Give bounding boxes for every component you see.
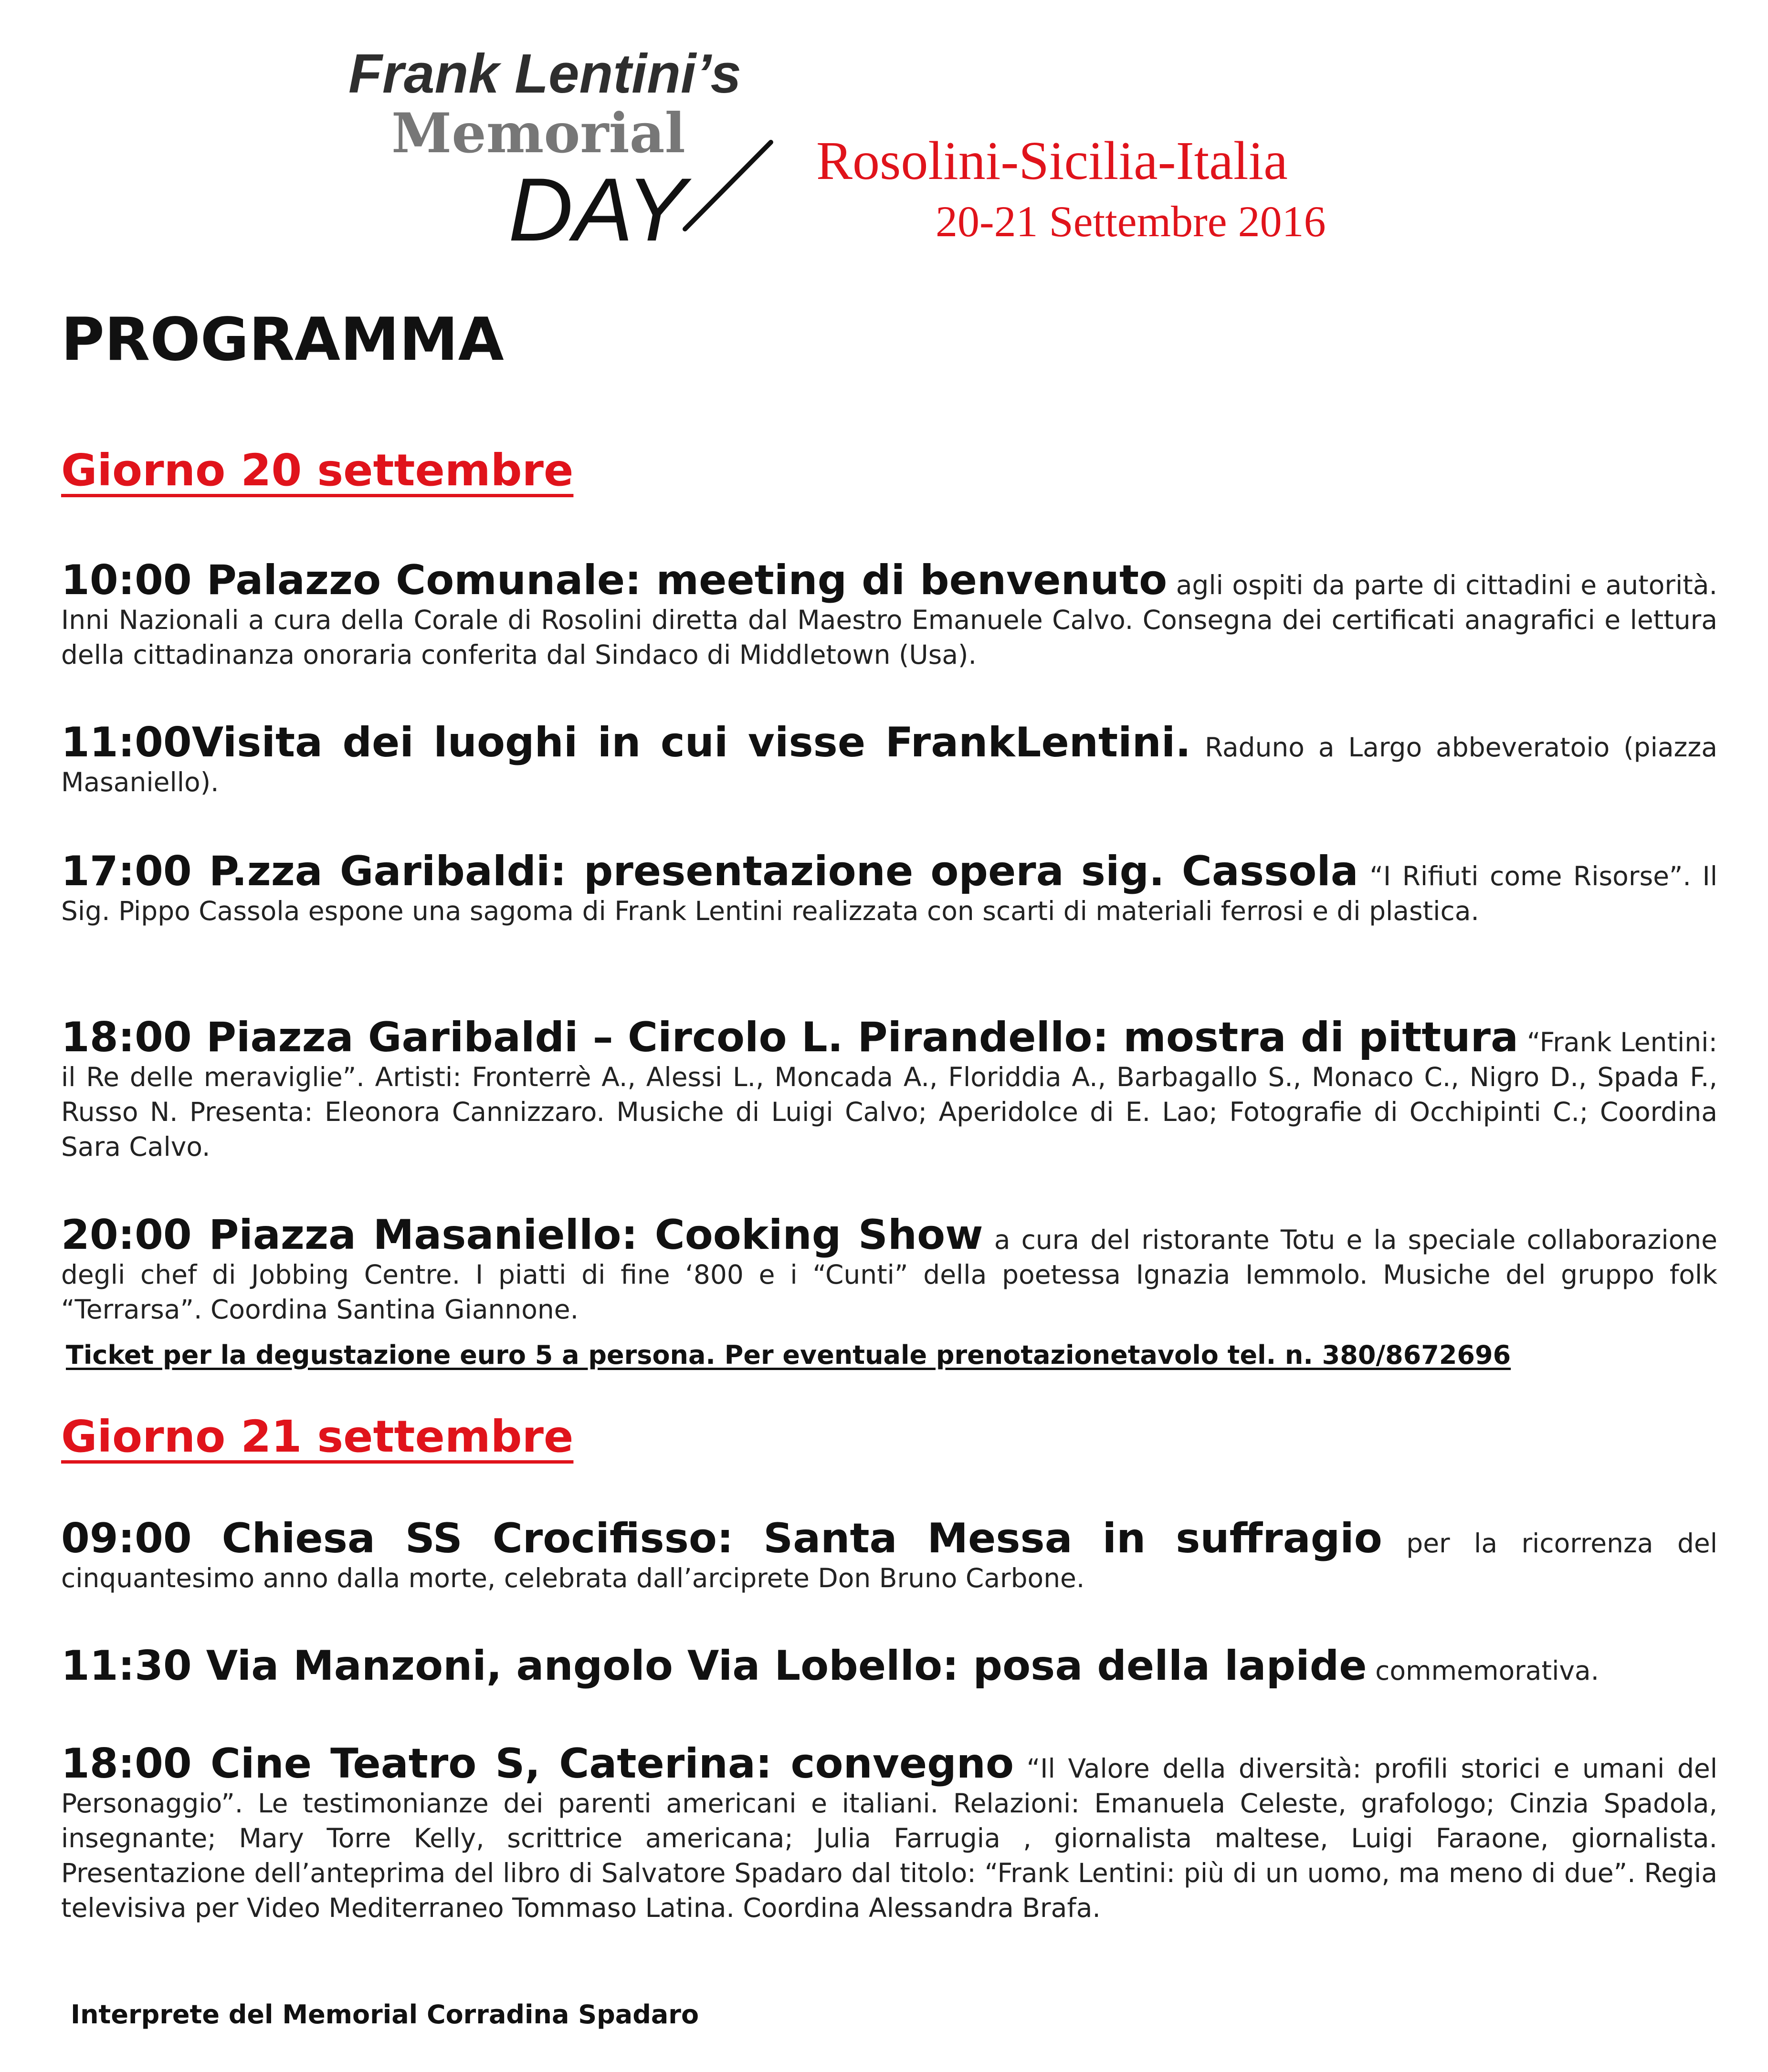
- page-title: PROGRAMMA: [61, 305, 504, 374]
- program-item-description: “Il Valore della diversità: profili storici e umani del Personaggio”. Le testimonianze dei parenti americani e italiani. Relazioni: Emanuela Celeste, grafologo; Cinzia Spadola, insegnante; Mary Torre Kelly, scrittrice americana; Julia Farrugia , giornalista maltese, Luigi Faraone, giornalista. Presentazione dell’anteprima del libro di Salvatore Spadaro dal titolo: “Frank Lentini: più di un uomo, ma meno di due”. Regia televisiva per Video Mediterraneo Tommaso Latina. Coordina Alessandra Brafa.: [61, 1753, 1717, 1923]
- program-item: [61, 1211, 1717, 1327]
- program-item-title: 09:00 Chiesa SS Crocifisso: Santa Messa in suffragio: [61, 1515, 1382, 1562]
- program-item-description: per la ricorrenza del cinquantesimo anno dalla morte, celebrata dall’arciprete Don Bruno Carbone.: [61, 1528, 1717, 1593]
- ticket-info: Ticket per la degustazione euro 5 a persona. Per eventuale prenotazionetavolo tel. n. 380/8672696: [66, 1340, 1511, 1370]
- logo-title-line2: Memorial: [391, 101, 685, 165]
- program-item: [61, 1642, 1717, 1690]
- program-item-description: a cura del ristorante Totu e la speciale collaborazione degli chef di Jobbing Centre. I piatti di fine ‘800 e i “Cunti” della poetessa Ignazia Iemmolo. Musiche del gruppo folk “Terrarsa”. Coordina Santina Giannone.: [61, 1224, 1717, 1325]
- event-dates: 20-21 Settembre 2016: [936, 197, 1326, 246]
- program-item: [61, 1740, 1717, 1925]
- program-item-description: commemorativa.: [1367, 1655, 1600, 1686]
- program-item-description: Raduno a Largo abbeveratoio (piazza Masaniello).: [61, 732, 1718, 797]
- program-item-title: 18:00 Piazza Garibaldi – Circolo L. Pirandello: mostra di pittura: [61, 1014, 1519, 1061]
- day-heading-21: Giorno 21 settembre: [61, 1411, 574, 1462]
- interpreter-credit: Interprete del Memorial Corradina Spadaro: [71, 1999, 699, 2030]
- program-item-title: 17:00 P.zza Garibaldi: presentazione opera sig. Cassola: [61, 848, 1358, 895]
- event-location: Rosolini-Sicilia-Italia: [816, 130, 1288, 191]
- program-item: [61, 848, 1717, 929]
- program-item: [61, 556, 1717, 672]
- program-item-title: 10:00 Palazzo Comunale: meeting di benvenuto: [61, 556, 1168, 604]
- program-item-description: “Frank Lentini: il Re delle meraviglie”. Artisti: Fronterrè A., Alessi L., Moncada A., Floriddia A., Barbagallo S., Monaco C., Nigro D., Spada F., Russo N. Presenta: Eleonora Cannizzaro. Musiche di Luigi Calvo; Aperidolce di E. Lao; Fotografie di Occhipinti C.; Coordina Sara Calvo.: [61, 1027, 1717, 1162]
- program-item: [61, 1515, 1717, 1596]
- program-item-title: 20:00 Piazza Masaniello: Cooking Show: [61, 1211, 983, 1259]
- program-item-title: 11:00Visita dei luoghi in cui visse FrankLentini.: [61, 719, 1191, 766]
- program-item-description: “I Rifiuti come Risorse”. Il Sig. Pippo Cassola espone una sagoma di Frank Lentini realizzata con scarti di materiali ferrosi e di plastica.: [61, 861, 1717, 926]
- program-item: [61, 719, 1718, 800]
- logo-slash-mark: [663, 138, 783, 234]
- program-item-description: agli ospiti da parte di cittadini e autorità. Inni Nazionali a cura della Corale di Rosolini diretta dal Maestro Emanuele Calvo. Consegna dei certificati anagrafici e lettura della cittadinanza onoraria conferita dal Sindaco di Middletown (Usa).: [61, 570, 1717, 670]
- day-heading-20: Giorno 20 settembre: [61, 445, 574, 496]
- logo-title-line3: DAY: [508, 159, 686, 260]
- program-item-title: 18:00 Cine Teatro S, Caterina: convegno: [61, 1740, 1014, 1788]
- program-item: [61, 1014, 1717, 1164]
- logo-title-line1: Frank Lentini’s: [348, 42, 741, 105]
- program-item-title: 11:30 Via Manzoni, angolo Via Lobello: posa della lapide: [61, 1642, 1367, 1690]
